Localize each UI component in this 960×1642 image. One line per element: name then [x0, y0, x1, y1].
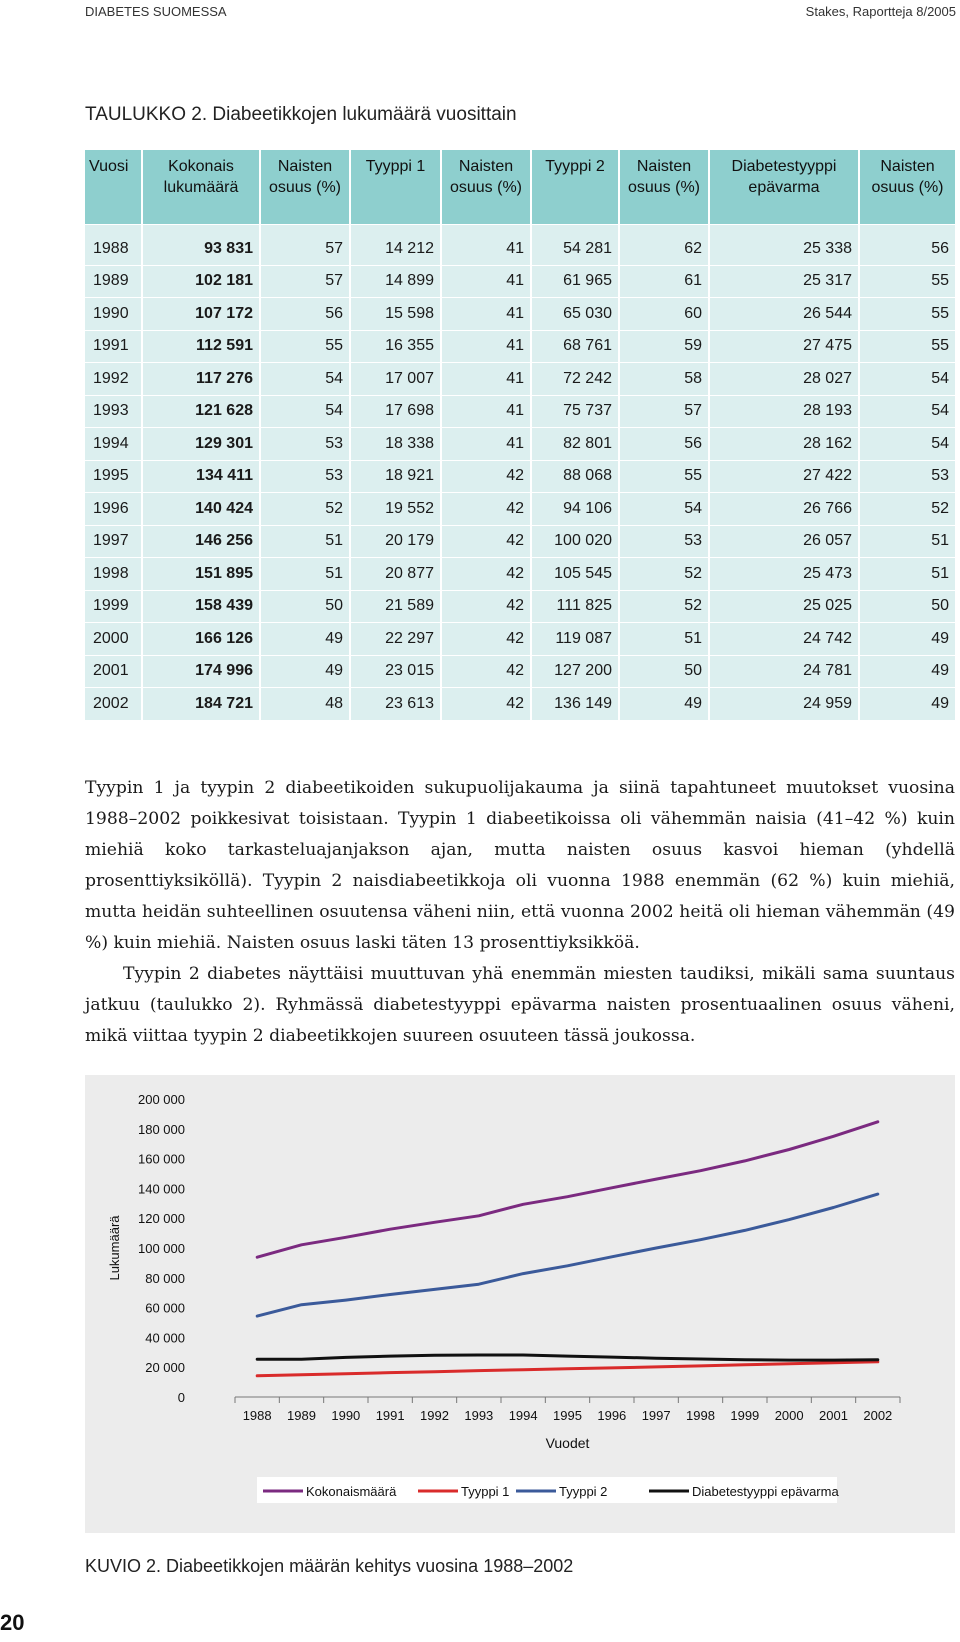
table-row — [85, 492, 955, 525]
y-tick-label: 0 — [177, 1390, 185, 1405]
table-cell: 82 801 — [532, 427, 620, 460]
table-cell: 42 — [442, 590, 532, 623]
table-cell: 57 — [261, 265, 351, 298]
table-cell: 42 — [442, 655, 532, 688]
x-tick-label: 1995 — [553, 1408, 582, 1423]
table-cell: 61 — [620, 265, 710, 298]
x-tick-label: 1998 — [686, 1408, 715, 1423]
column-header: Tyyppi 2 — [532, 150, 620, 224]
x-axis-title: Vuodet — [545, 1435, 590, 1451]
table-cell: 151 895 — [143, 557, 261, 590]
table-cell: 119 087 — [532, 622, 620, 655]
table-cell: 23 015 — [351, 655, 442, 688]
table-cell: 54 — [620, 492, 710, 525]
legend-label: Kokonaismäärä — [306, 1484, 397, 1499]
table-cell: 28 193 — [710, 395, 860, 428]
table-cell: 140 424 — [143, 492, 261, 525]
table-cell: 19 552 — [351, 492, 442, 525]
legend-label: Diabetestyyppi epävarma — [692, 1484, 839, 1499]
table-cell: 51 — [261, 525, 351, 558]
diabetics-table — [85, 150, 955, 720]
table-cell: 58 — [620, 362, 710, 395]
series-line-3 — [257, 1194, 878, 1316]
table-row — [85, 362, 955, 395]
x-tick-label: 1989 — [287, 1408, 316, 1423]
table-cell: 51 — [860, 557, 955, 590]
table-cell: 56 — [860, 224, 955, 265]
y-tick-label: 80 000 — [145, 1270, 185, 1286]
table-cell: 41 — [442, 330, 532, 363]
table-cell: 60 — [620, 297, 710, 330]
series-line-2 — [257, 1362, 878, 1376]
table-cell: 49 — [860, 655, 955, 688]
y-tick-label: 180 000 — [138, 1121, 185, 1137]
line-chart — [85, 1075, 955, 1533]
x-tick-label: 1991 — [375, 1408, 405, 1423]
table-cell: 2000 — [85, 622, 143, 655]
table-cell: 24 959 — [710, 687, 860, 720]
table-cell: 56 — [261, 297, 351, 330]
x-tick-label: 1992 — [420, 1408, 449, 1423]
table-header-row — [85, 150, 955, 224]
series-line-4 — [257, 1355, 878, 1360]
body-text — [85, 773, 955, 1052]
table-row — [85, 687, 955, 720]
body-paragraph-2: Tyypin 2 diabetes näyttäisi muuttuvan yhä enemmän miesten taudiksi, mikäli sama suuntaus jatkuu (taulukko 2). Ryhmässä diabetestyyppi epävarma naisten prosentuaalinen osuus väheni, mikä viittaa tyypin 2 diabeetikkojen suureen osuuteen tässä joukossa. — [85, 964, 955, 1046]
table-cell: 27 422 — [710, 460, 860, 493]
table-cell: 42 — [442, 492, 532, 525]
table-cell: 111 825 — [532, 590, 620, 623]
table-cell: 54 — [261, 362, 351, 395]
table-cell: 14 212 — [351, 224, 442, 265]
table-cell: 24 742 — [710, 622, 860, 655]
y-tick-label: 160 000 — [138, 1151, 185, 1167]
x-tick-label: 1994 — [508, 1408, 538, 1423]
table-cell: 16 355 — [351, 330, 442, 363]
table-cell: 55 — [620, 460, 710, 493]
line-chart-svg — [85, 1075, 955, 1533]
legend-label: Tyyppi 1 — [461, 1484, 510, 1499]
table-cell: 174 996 — [143, 655, 261, 688]
table-cell: 146 256 — [143, 525, 261, 558]
series-line-1 — [257, 1122, 878, 1257]
table-cell: 55 — [860, 330, 955, 363]
table-cell: 52 — [620, 590, 710, 623]
table-cell: 100 020 — [532, 525, 620, 558]
table-cell: 65 030 — [532, 297, 620, 330]
table-cell: 51 — [860, 525, 955, 558]
table-cell: 15 598 — [351, 297, 442, 330]
table-cell: 50 — [620, 655, 710, 688]
x-tick-label: 1993 — [464, 1408, 494, 1423]
table-cell: 1988 — [85, 224, 143, 265]
x-tick-label: 1988 — [242, 1408, 272, 1423]
table-cell: 61 965 — [532, 265, 620, 298]
y-tick-label: 40 000 — [145, 1330, 185, 1346]
table-cell: 52 — [860, 492, 955, 525]
table-cell: 14 899 — [351, 265, 442, 298]
table-row — [85, 297, 955, 330]
column-header: Diabetestyyppi epävarma — [710, 150, 860, 224]
table-cell: 26 766 — [710, 492, 860, 525]
table-cell: 49 — [860, 622, 955, 655]
running-header-left: DIABETES SUOMESSA — [85, 3, 227, 19]
table-row — [85, 557, 955, 590]
table-cell: 50 — [860, 590, 955, 623]
table-body — [85, 224, 955, 720]
y-tick-label: 120 000 — [138, 1211, 185, 1227]
x-tick-label: 1997 — [641, 1408, 671, 1423]
table-cell: 134 411 — [143, 460, 261, 493]
table-cell: 24 781 — [710, 655, 860, 688]
table-row — [85, 655, 955, 688]
table-cell: 54 281 — [532, 224, 620, 265]
table-cell: 2002 — [85, 687, 143, 720]
table-cell: 28 027 — [710, 362, 860, 395]
table-cell: 2001 — [85, 655, 143, 688]
table-cell: 52 — [620, 557, 710, 590]
table-cell: 55 — [261, 330, 351, 363]
table-cell: 1991 — [85, 330, 143, 363]
table-cell: 57 — [620, 395, 710, 428]
table-cell: 59 — [620, 330, 710, 363]
column-header: Vuosi — [85, 150, 143, 224]
table-cell: 20 179 — [351, 525, 442, 558]
table-cell: 17 007 — [351, 362, 442, 395]
table-cell: 158 439 — [143, 590, 261, 623]
table-cell: 53 — [620, 525, 710, 558]
table-cell: 102 181 — [143, 265, 261, 298]
table-cell: 26 544 — [710, 297, 860, 330]
table-cell: 127 200 — [532, 655, 620, 688]
table-cell: 17 698 — [351, 395, 442, 428]
y-tick-label: 60 000 — [145, 1300, 185, 1316]
table-cell: 25 025 — [710, 590, 860, 623]
y-tick-label: 200 000 — [138, 1092, 185, 1107]
column-header: Tyyppi 1 — [351, 150, 442, 224]
page-number: 20 — [0, 1610, 25, 1635]
table-cell: 1997 — [85, 525, 143, 558]
table-cell: 25 317 — [710, 265, 860, 298]
table-cell: 42 — [442, 687, 532, 720]
column-header: Naisten osuus (%) — [261, 150, 351, 224]
table-cell: 42 — [442, 557, 532, 590]
table-row — [85, 590, 955, 623]
table-cell: 57 — [261, 224, 351, 265]
table-cell: 42 — [442, 460, 532, 493]
x-tick-label: 2000 — [774, 1408, 804, 1423]
table-cell: 41 — [442, 265, 532, 298]
table-cell: 41 — [442, 427, 532, 460]
column-header: Naisten osuus (%) — [860, 150, 955, 224]
column-header: Naisten osuus (%) — [442, 150, 532, 224]
table-cell: 42 — [442, 622, 532, 655]
table-cell: 48 — [261, 687, 351, 720]
table-title: TAULUKKO 2. Diabeetikkojen lukumäärä vuosittain — [85, 104, 517, 125]
table-cell: 1992 — [85, 362, 143, 395]
table-cell: 1993 — [85, 395, 143, 428]
table-cell: 53 — [261, 460, 351, 493]
table-cell: 25 338 — [710, 224, 860, 265]
x-tick-label: 2001 — [819, 1408, 848, 1423]
table-cell: 41 — [442, 362, 532, 395]
table-row — [85, 224, 955, 265]
table-cell: 1999 — [85, 590, 143, 623]
table-cell: 51 — [620, 622, 710, 655]
table-cell: 55 — [860, 265, 955, 298]
table-cell: 62 — [620, 224, 710, 265]
table-cell: 1995 — [85, 460, 143, 493]
table-cell: 1998 — [85, 557, 143, 590]
table-cell: 22 297 — [351, 622, 442, 655]
table-cell: 54 — [860, 362, 955, 395]
table-cell: 20 877 — [351, 557, 442, 590]
table-cell: 129 301 — [143, 427, 261, 460]
y-tick-label: 140 000 — [138, 1181, 185, 1197]
table-cell: 49 — [620, 687, 710, 720]
column-header: Kokonais lukumäärä — [143, 150, 261, 224]
table-cell: 68 761 — [532, 330, 620, 363]
table-row — [85, 395, 955, 428]
table-cell: 93 831 — [143, 224, 261, 265]
table-cell: 112 591 — [143, 330, 261, 363]
table-cell: 53 — [261, 427, 351, 460]
running-header — [85, 0, 956, 22]
table-cell: 25 473 — [710, 557, 860, 590]
table-cell: 42 — [442, 525, 532, 558]
body-paragraph-1: Tyypin 1 ja tyypin 2 diabeetikoiden sukupuolijakauma ja siinä tapahtuneet muutokset vuosina 1988–2002 poikkesivat toisistaan. Tyypin 1 diabeetikoissa oli vähemmän naisia (41–42 %) kuin miehiä koko tarkasteluajanjakson ajan, mutta naisten osuus kasvoi hieman (yhdellä prosenttiyksiköllä). Tyypin 2 naisdiabeetikkoja oli vuonna 1988 enemmän (62 %) kuin miehiä, mutta heidän suhteellinen osuutensa väheni niin, että vuonna 2002 heitä oli hieman vähemmän (49 %) kuin miehiä. Naisten osuus laski täten 13 prosenttiyksikköä. — [85, 778, 955, 953]
table-cell: 52 — [261, 492, 351, 525]
table-cell: 136 149 — [532, 687, 620, 720]
table-cell: 54 — [860, 427, 955, 460]
table-cell: 1989 — [85, 265, 143, 298]
table-cell: 28 162 — [710, 427, 860, 460]
table-cell: 51 — [261, 557, 351, 590]
running-header-right: Stakes, Raportteja 8/2005 — [805, 3, 956, 19]
column-header: Naisten osuus (%) — [620, 150, 710, 224]
y-tick-label: 20 000 — [145, 1360, 185, 1376]
table-cell: 49 — [261, 655, 351, 688]
table-cell: 121 628 — [143, 395, 261, 428]
table-cell: 105 545 — [532, 557, 620, 590]
table-cell: 23 613 — [351, 687, 442, 720]
table-cell: 41 — [442, 297, 532, 330]
table-cell: 1996 — [85, 492, 143, 525]
table-cell: 88 068 — [532, 460, 620, 493]
table-cell: 1994 — [85, 427, 143, 460]
table-cell: 1990 — [85, 297, 143, 330]
table-cell: 27 475 — [710, 330, 860, 363]
table-cell: 55 — [860, 297, 955, 330]
table-cell: 41 — [442, 224, 532, 265]
x-tick-label: 1996 — [597, 1408, 627, 1423]
x-tick-label: 1999 — [730, 1408, 760, 1423]
y-tick-label: 100 000 — [138, 1241, 185, 1256]
table-row — [85, 265, 955, 298]
table-cell: 18 338 — [351, 427, 442, 460]
table-cell: 49 — [261, 622, 351, 655]
x-tick-label: 1990 — [331, 1408, 361, 1423]
table-cell: 53 — [860, 460, 955, 493]
table-cell: 94 106 — [532, 492, 620, 525]
table-row — [85, 427, 955, 460]
legend-label: Tyyppi 2 — [559, 1484, 608, 1499]
table-cell: 117 276 — [143, 362, 261, 395]
table-cell: 18 921 — [351, 460, 442, 493]
x-tick-label: 2002 — [863, 1408, 893, 1423]
table-cell: 21 589 — [351, 590, 442, 623]
table-cell: 72 242 — [532, 362, 620, 395]
figure-caption: KUVIO 2. Diabeetikkojen määrän kehitys vuosina 1988–2002 — [85, 1556, 574, 1576]
table-cell: 26 057 — [710, 525, 860, 558]
table-cell: 107 172 — [143, 297, 261, 330]
table-cell: 166 126 — [143, 622, 261, 655]
table-cell: 49 — [860, 687, 955, 720]
table-row — [85, 622, 955, 655]
table-cell: 54 — [860, 395, 955, 428]
table-cell: 41 — [442, 395, 532, 428]
table-row — [85, 525, 955, 558]
table-row — [85, 330, 955, 363]
table-cell: 75 737 — [532, 395, 620, 428]
table-cell: 54 — [261, 395, 351, 428]
table-cell: 184 721 — [143, 687, 261, 720]
table-row — [85, 460, 955, 493]
y-axis-title: Lukumäärä — [107, 1215, 122, 1281]
table-cell: 56 — [620, 427, 710, 460]
table-cell: 50 — [261, 590, 351, 623]
